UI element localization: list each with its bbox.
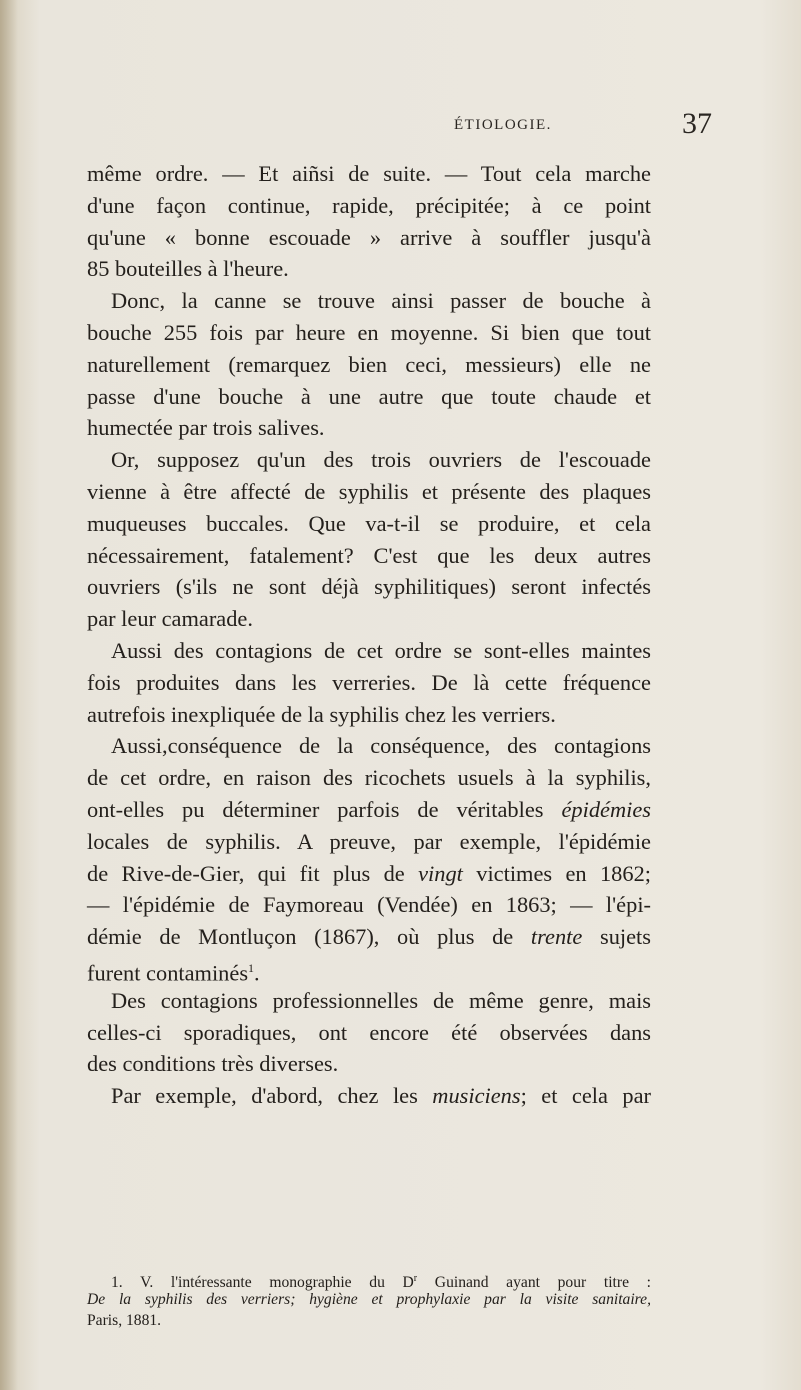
text-run: sujets — [599, 924, 651, 950]
text-run: ; et cela par — [520, 1083, 651, 1109]
footnote-line — [87, 1289, 651, 1310]
text-line: de cet ordre, en raison des ricochets usuels à la syphilis, — [87, 765, 651, 791]
text-run: . — [254, 960, 260, 986]
text-run: furent contaminés — [87, 960, 249, 986]
text-line: ouvriers (s'ils ne sont déjà syphilitiques) seront infectés — [87, 574, 651, 600]
text-line: — l'épidémie de Faymoreau (Vendée) en 1863; — l'épi- — [87, 892, 651, 918]
text-line — [87, 1080, 651, 1112]
text-line — [87, 794, 651, 826]
italic-word: épidémies — [561, 796, 651, 822]
text-line: des conditions très diverses. — [87, 1051, 339, 1077]
footnote-marker: 1 — [248, 960, 255, 975]
text-run: démie de Montluçon (1867), où plus de — [87, 924, 514, 950]
page-number: 37 — [682, 107, 712, 140]
text-line: Aussi,conséquence de la conséquence, des contagions — [111, 733, 651, 759]
text-line: naturellement (remarquez bien ceci, messieurs) elle ne — [87, 351, 651, 377]
text-line: humectée par trois salives. — [87, 415, 325, 441]
footnote-text: 1. V. l'intéressante monographie du D — [111, 1274, 414, 1292]
text-line: locales de syphilis. A preuve, par exemple, l'épidémie — [87, 828, 651, 854]
text-line: 85 bouteilles à l'heure. — [87, 256, 289, 282]
text-run: Par exemple, d'abord, chez les — [111, 1083, 418, 1109]
text-line: bouche 255 fois par heure en moyenne. Si bien que tout — [87, 319, 651, 345]
text-line: autrefois inexpliquée de la syphilis chez les verriers. — [87, 701, 556, 727]
page-header — [0, 107, 801, 147]
italic-word: trente — [530, 924, 583, 950]
footnote-superscript: r — [413, 1273, 418, 1284]
text-line: d'une façon continue, rapide, précipitée; à ce point — [87, 192, 651, 218]
text-line: Aussi des contagions de cet ordre se sont-elles maintes — [111, 637, 651, 663]
footnote-line: Paris, 1881. — [87, 1312, 162, 1329]
text-line: Or, supposez qu'un des trois ouvriers de l'escouade — [111, 447, 651, 473]
text-line — [87, 858, 651, 890]
text-run: ont-elles pu déterminer parfois de véritables — [87, 796, 544, 822]
text-line — [87, 921, 651, 953]
page-edge-shadow — [0, 0, 18, 1390]
text-line: Des contagions professionnelles de même genre, mais — [111, 987, 651, 1013]
text-line: même ordre. — Et aiñsi de suite. — Tout cela marche — [87, 161, 651, 186]
text-line: nécessairement, fatalement? C'est que les deux autres — [87, 542, 651, 568]
text-line: vienne à être affecté de syphilis et présente des plaques — [87, 478, 651, 504]
footnote-text: Guinand ayant pour titre : — [417, 1274, 651, 1292]
footnote-title: De la syphilis des verriers; hygiène et prophylaxie par la visite sanitaire, — [87, 1291, 651, 1308]
text-line — [87, 953, 651, 985]
text-run: de Rive-de-Gier, qui fit plus de — [87, 860, 405, 886]
footnotes — [87, 1268, 651, 1331]
text-line: muqueuses buccales. Que va-t-il se produire, et cela — [87, 510, 651, 536]
text-line: Donc, la canne se trouve ainsi passer de bouche à — [111, 288, 651, 314]
text-line: qu'une « bonne escouade » arrive à souffler jusqu'à — [87, 224, 651, 250]
text-run: victimes en 1862; — [476, 860, 651, 886]
footnote-line — [87, 1268, 651, 1292]
italic-word: musiciens — [432, 1083, 521, 1109]
text-line: celles-ci sporadiques, ont encore été observées dans — [87, 1019, 651, 1045]
text-line: passe d'une bouche à une autre que toute chaude et — [87, 383, 651, 409]
text-line: par leur camarade. — [87, 606, 253, 632]
running-title: ÉTIOLOGIE. — [454, 117, 552, 133]
italic-word: vingt — [418, 860, 463, 886]
text-line: fois produites dans les verreries. De là cette fréquence — [87, 669, 651, 695]
main-text — [87, 158, 651, 1112]
